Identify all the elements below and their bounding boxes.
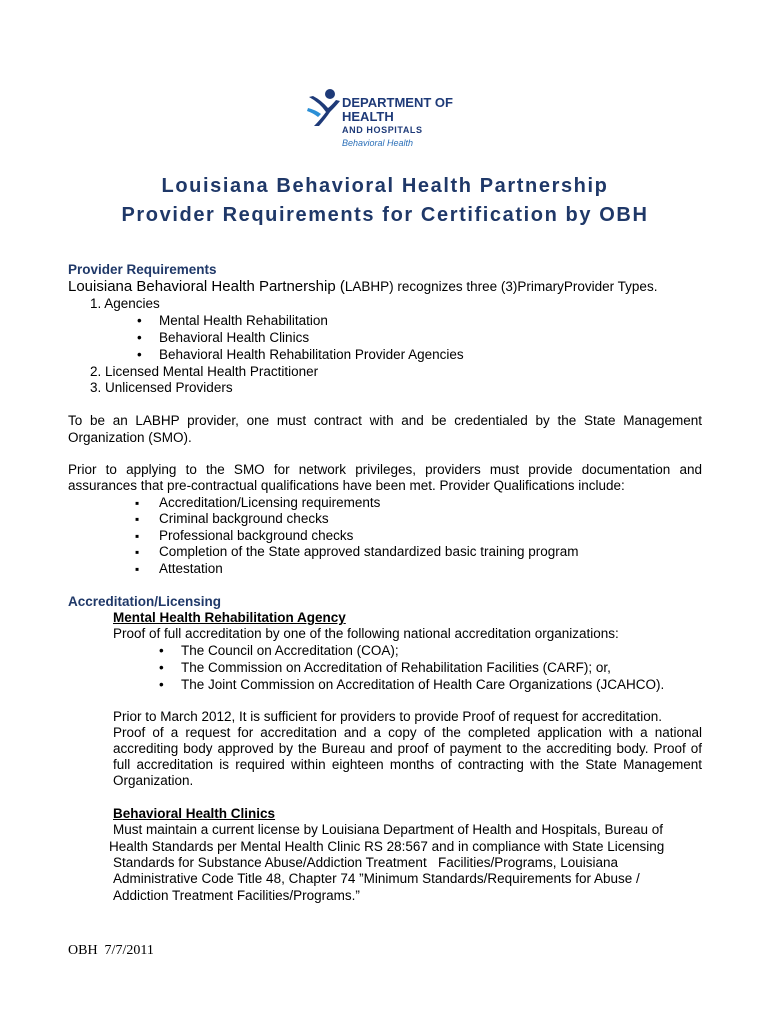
para1-line2: Organization (SMO). (68, 430, 192, 445)
qualification-item: ▪ Professional background checks (159, 528, 353, 545)
list-item-1: 1. Agencies (90, 296, 160, 311)
logo-line-2: HEALTH (342, 109, 394, 124)
logo-line-4: Behavioral Health (342, 138, 414, 148)
organization-item: • The Council on Accreditation (COA); (181, 643, 399, 660)
para2-line1: Prior to applying to the SMO for network privileges, providers must provide documentation and (68, 462, 702, 477)
agency-item: • Behavioral Health Rehabilitation Provider Agencies (159, 347, 464, 364)
intro-org: Louisiana Behavioral Health Partnership ( (68, 278, 345, 295)
mhr-intro: Proof of full accreditation by one of the following national accreditation organizations: (113, 626, 619, 641)
qualification-item: ▪ Completion of the State approved standardized basic training program (159, 544, 579, 561)
provider-intro (68, 278, 657, 296)
title-line-1: Louisiana Behavioral Health Partnership (161, 175, 609, 197)
agency-item: • Behavioral Health Clinics (159, 330, 309, 347)
title-line-2: Provider Requirements for Certification by OBH (121, 204, 649, 226)
mhr-para-line: accrediting body approved by the Bureau and proof of payment to the accrediting body. Proof of (113, 741, 702, 756)
qualification-item: ▪ Criminal background checks (159, 511, 329, 528)
list-item-3: 3. Unlicensed Providers (90, 380, 233, 395)
bhc-para-line: Addiction Treatment Facilities/Programs.” (113, 888, 360, 903)
person-figure-icon (306, 88, 342, 128)
para2-line2: assurances that pre-contractual qualifications have been met. Provider Qualifications include: (68, 478, 625, 493)
agency-item: • Mental Health Rehabilitation (159, 313, 328, 330)
logo-line-3: AND HOSPITALS (342, 125, 423, 135)
logo-line-1: DEPARTMENT OF (342, 95, 453, 110)
organization-item: • The Commission on Accreditation of Rehabilitation Facilities (CARF); or, (181, 660, 611, 677)
mhr-para-line: Proof of a request for accreditation and a copy of the completed application with a national (113, 725, 702, 740)
bhc-para-line: Standards for Substance Abuse/Addiction Treatment Facilities/Programs, Louisiana (113, 855, 619, 870)
bhc-para-line: Health Standards per Mental Health Clinic RS 28:567 and in compliance with State Licensing (109, 839, 665, 854)
mhr-para-line: full accreditation is required within eighteen months of contracting with the State Management (113, 757, 702, 772)
bhc-para-line: Must maintain a current license by Louisiana Department of Health and Hospitals, Bureau of (113, 822, 664, 837)
mhr-para-line: Prior to March 2012, It is sufficient for providers to provide Proof of request for accreditation. (113, 709, 663, 724)
qualification-item: ▪ Accreditation/Licensing requirements (159, 495, 380, 512)
qualification-item: ▪ Attestation (159, 561, 223, 578)
footer-date: OBH 7/7/2011 (68, 943, 154, 958)
provider-requirements-heading: Provider Requirements (68, 262, 217, 277)
bhc-title: Behavioral Health Clinics (113, 806, 276, 821)
dhh-logo (306, 84, 481, 154)
bhc-para-line: Administrative Code Title 48, Chapter 74 ”Minimum Standards/Requirements for Abuse / (113, 871, 640, 886)
mhr-para-line: Organization. (113, 773, 194, 788)
organization-item: • The Joint Commission on Accreditation of Health Care Organizations (JCAHCO). (181, 677, 664, 694)
accreditation-heading: Accreditation/Licensing (68, 594, 222, 609)
para1-line1: To be an LABHP provider, one must contract with and be credentialed by the State Management (68, 413, 702, 428)
intro-rest: LABHP) recognizes three (3)PrimaryProvider Types. (344, 279, 658, 294)
mhr-agency-title: Mental Health Rehabilitation Agency (113, 610, 346, 625)
list-item-2: 2. Licensed Mental Health Practitioner (90, 364, 319, 379)
